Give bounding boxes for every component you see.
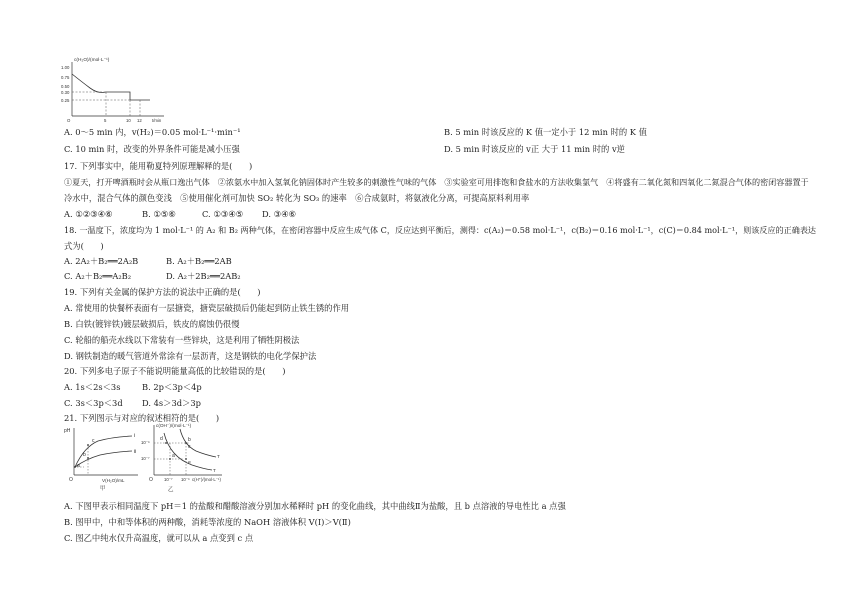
q17-option-c: C. ①③④⑤ — [202, 209, 244, 219]
q17-body-line1: ①夏天，打开啤酒瓶时会从瓶口逸出气体 ②浓氨水中加入氢氧化钠固体时产生较多的刺激性气味的气体 ③实验室可用排饱和食盐水的方法收集氯气 ④将盛有二氧化氮和四氧化二氮混合气体的密闭容器置于 — [64, 177, 809, 187]
q21-option-c: C. 图乙中纯水仅升高温度，就可以从 a 点变到 c 点 — [64, 533, 254, 543]
yi-origin: O — [149, 477, 153, 483]
q19-option-c: C. 轮船的船壳水线以下常装有一些锌块，这是利用了牺牲阴极法 — [64, 335, 300, 345]
jia-point-c: c — [92, 438, 95, 444]
q17-body-line2: 冷水中，混合气体的颜色变浅 ⑤使用催化剂可加快 SO₂ 转化为 SO₃ 的速率 ⑥合成氨时，将氨液化分离，可提高原料利用率 — [64, 193, 530, 203]
jia-curve-label-1: Ⅰ — [134, 433, 136, 439]
yi-curve-label-1: T — [217, 454, 220, 459]
yi-point-d: d — [160, 436, 163, 442]
q20-option-d: D. 4s＞3d＞3p — [142, 398, 201, 408]
graph-ylabel: c(H₂O)/(mol·L⁻¹) — [74, 58, 110, 63]
ytick-label: 0.75 — [61, 75, 70, 80]
xtick-label: 12 — [137, 118, 142, 122]
q19-option-d: D. 钢铁制造的暖气管道外常涂有一层沥青，这是钢铁的电化学保护法 — [64, 351, 317, 361]
q18-stem-line1: 18. 一温度下，浓度均为 1 mol·L⁻¹ 的 A₂ 和 B₂ 两种气体，在密闭容器中反应生成气体 C，反应达到平衡后，测得：c(A₂)＝0.58 mol·L⁻¹，c(B₂)＝0.16 mol·L⁻¹，c(C)＝0.84 mol·L⁻¹，则该反应的正确表达 — [64, 225, 817, 235]
jia-curve-label-2: Ⅱ — [134, 449, 137, 455]
yi-xtick: 10⁻⁶ — [181, 477, 190, 482]
q18-option-b: B. A₂＋B₂══2AB — [166, 256, 232, 266]
q16-option-a: A. 0～5 min 内，v(H₂)＝0.05 mol·L⁻¹·min⁻¹ — [64, 127, 241, 137]
q16-option-d: D. 5 min 时该反应的 v正 大于 11 min 时的 v逆 — [444, 144, 625, 154]
q17-option-d: D. ③④⑥ — [262, 209, 296, 219]
q21-option-b: B. 图甲中，中和等体积的两种酸，消耗等浓度的 NaOH 溶液体积 V(Ⅰ)＞V(Ⅱ) — [64, 517, 351, 527]
yi-point-e: e — [188, 460, 191, 466]
yi-curve-label-2: T — [213, 468, 216, 473]
figure-yi-water-ionization — [140, 421, 226, 493]
yi-point-c: c — [188, 444, 191, 450]
yi-ytick: 10⁻⁶ — [141, 440, 150, 445]
q21-stem: 21. 下列图示与对应的叙述相符的是( ) — [64, 413, 220, 423]
q18-option-d: D. A₂＋2B₂══2AB₂ — [166, 271, 241, 281]
concentration-time-graph — [60, 56, 170, 122]
yi-xlabel: c(H⁺)/(mol·L⁻¹) — [192, 477, 221, 482]
jia-point-a: a — [77, 463, 80, 469]
jia-origin: O — [69, 477, 73, 483]
q17-option-b: B. ①⑤⑥ — [142, 209, 176, 219]
q18-option-a: A. 2A₂＋B₂══2A₂B — [64, 256, 139, 266]
yi-caption: 乙 — [168, 487, 174, 493]
q16-option-c: C. 10 min 时，改变的外界条件可能是减小压强 — [64, 144, 240, 154]
q18-stem-line2: 式为( ) — [64, 241, 104, 251]
jia-ylabel: pH — [64, 428, 71, 434]
q17-option-a: A. ①②③④⑥ — [64, 209, 113, 219]
q19-option-a: A. 常使用的快餐杯表面有一层搪瓷，搪瓷层破损后仍能起到防止铁生锈的作用 — [64, 303, 350, 313]
jia-point-b: b — [83, 452, 86, 458]
ytick-label: 0.30 — [61, 90, 70, 95]
q20-option-c: C. 3s＜3p＜3d — [64, 398, 123, 408]
jia-caption: 甲 — [100, 486, 106, 491]
jia-xlabel: V(H₂O)/mL — [102, 478, 125, 483]
origin-label: O — [67, 118, 71, 122]
xtick-label: 5 — [104, 118, 107, 122]
yi-ylabel: c(OH⁻)/(mol·L⁻¹) — [156, 423, 192, 428]
figure-jia-ph-dilution — [62, 425, 142, 491]
q18-option-c: C. A₂＋B₂══A₂B₂ — [64, 271, 132, 281]
yi-point-b: b — [188, 437, 191, 443]
yi-point-a: a — [172, 453, 175, 459]
q21-option-a: A. 下图甲表示相同温度下 pH＝1 的盐酸和醋酸溶液分别加水稀释时 pH 的变化曲线，其中曲线Ⅱ为盐酸，且 b 点溶液的导电性比 a 点强 — [64, 501, 566, 511]
graph-xlabel: t/min — [152, 118, 162, 122]
yi-xtick: 10⁻⁷ — [164, 477, 173, 482]
yi-ytick: 10⁻⁷ — [141, 456, 150, 461]
xtick-label: 10 — [126, 118, 131, 122]
q20-option-b: B. 2p＜3p＜4p — [142, 382, 202, 392]
q20-stem: 20. 下列多电子原子不能说明能量高低的比较错误的是( ) — [64, 366, 286, 376]
q19-option-b: B. 白铁(镀锌铁)镀层破损后，铁皮的腐蚀仍很慢 — [64, 319, 240, 329]
q20-option-a: A. 1s＜2s＜3s — [64, 382, 121, 392]
ytick-label: 0.25 — [61, 98, 70, 103]
q17-stem: 17. 下列事实中，能用勒夏特列原理解释的是( ) — [64, 161, 253, 171]
ytick-label: 0.50 — [61, 84, 70, 89]
q16-option-b: B. 5 min 时该反应的 K 值一定小于 12 min 时的 K 值 — [444, 127, 647, 137]
ytick-label: 1.00 — [61, 65, 70, 70]
q19-stem: 19. 下列有关金属的保护方法的说法中正确的是( ) — [64, 287, 261, 297]
